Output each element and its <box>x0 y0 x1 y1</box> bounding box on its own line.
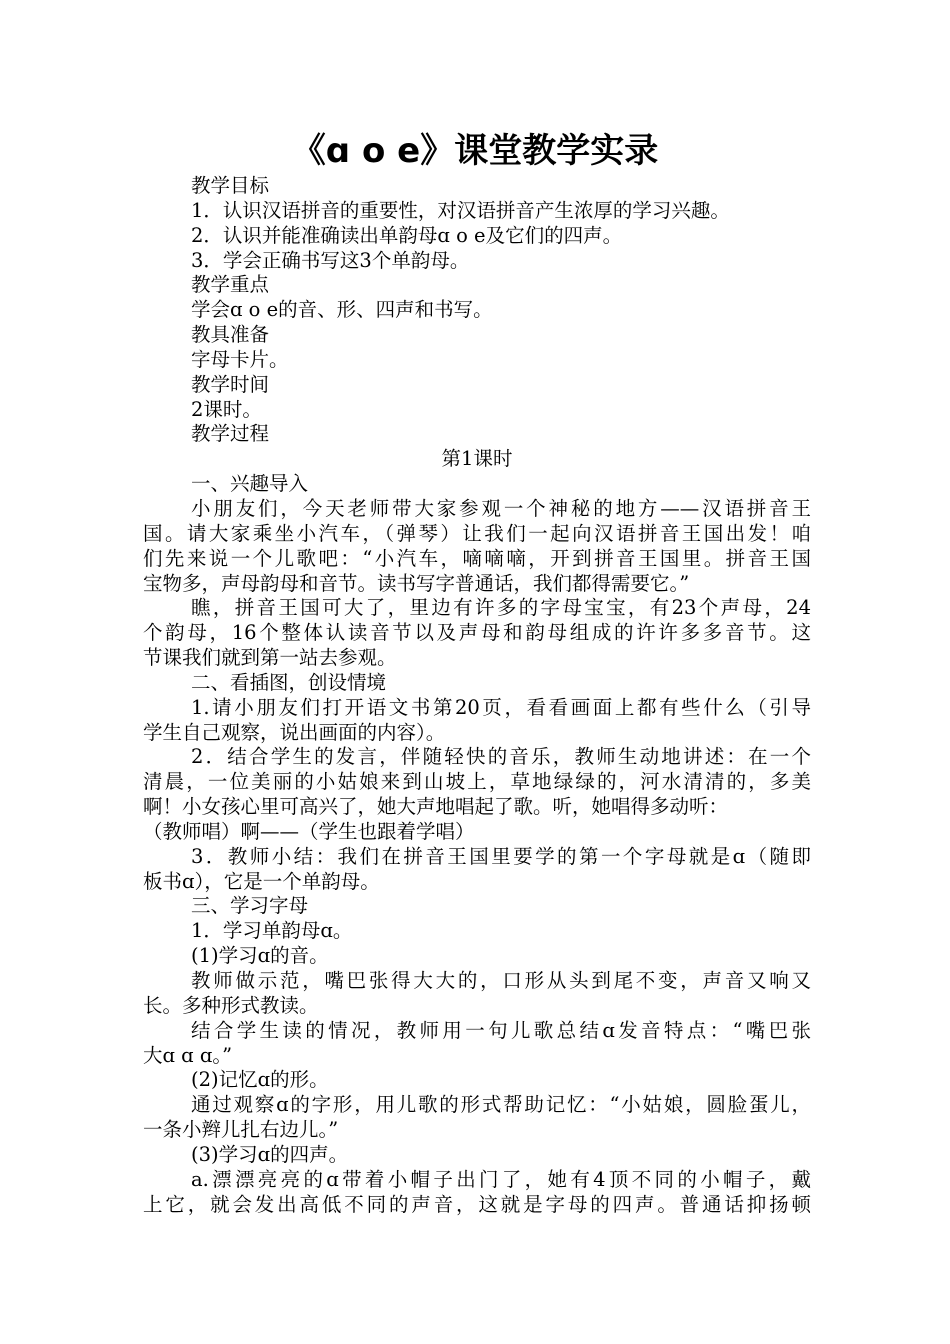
paragraph-line: 一条小辫儿扎右边儿。” <box>143 1118 339 1142</box>
paragraph-line: 1.请小朋友们打开语文书第20页，看看画面上都有些什么（引导 <box>191 695 811 719</box>
paragraph-line: 节课我们就到第一站去参观。 <box>143 646 397 670</box>
paragraph-line: （教师唱）啊——（学生也跟着学唱） <box>143 819 475 843</box>
paragraph-line: 啊！小女孩心里可高兴了，她大声地唱起了歌。听，她唱得多动听： <box>143 795 729 819</box>
paragraph-line: 学生自己观察，说出画面的内容）。 <box>143 720 446 744</box>
heading-key-points: 教学重点 <box>191 273 270 297</box>
paragraph-line: 们先来说一个儿歌吧：“小汽车，嘀嘀嘀，开到拼音王国里。拼音王国 <box>143 546 811 570</box>
paragraph-line: 瞧，拼音王国可大了，里边有许多的字母宝宝，有23个声母，24 <box>191 596 811 620</box>
paragraph-line: 宝物多，声母韵母和音节。读书写字普通话，我们都得需要它。” <box>143 571 690 595</box>
section-heading-3: 三、学习字母 <box>191 894 309 918</box>
paragraph-line: 3．教师小结：我们在拼音王国里要学的第一个字母就是ɑ（随即 <box>191 844 811 868</box>
paragraph-line: 清晨，一位美丽的小姑娘来到山坡上，草地绿绿的，河水清清的，多美 <box>143 770 811 794</box>
goal-item-1: 1．认识汉语拼音的重要性，对汉语拼音产生浓厚的学习兴趣。 <box>191 198 730 222</box>
document-title: 《ɑ o e》课堂教学实录 <box>291 131 659 171</box>
paragraph-line: 结合学生读的情况，教师用一句儿歌总结ɑ发音特点：“嘴巴张 <box>191 1018 811 1042</box>
heading-teaching-process: 教学过程 <box>191 422 270 446</box>
subsection-heading: (2)记忆ɑ的形。 <box>191 1068 329 1092</box>
document-body <box>143 174 811 1217</box>
paragraph-line: 长。多种形式教读。 <box>143 993 319 1017</box>
paragraph-line: 板书ɑ），它是一个单韵母。 <box>143 869 380 893</box>
paragraph-line: 个韵母，16个整体认读音节以及声母和韵母组成的许许多多音节。这 <box>143 621 811 645</box>
paragraph-line: 小朋友们，今天老师带大家参观一个神秘的地方——汉语拼音王 <box>191 496 811 520</box>
heading-teaching-goals: 教学目标 <box>191 174 270 197</box>
paragraph-line: 教师做示范，嘴巴张得大大的，口形从头到尾不变，声音又响又 <box>191 969 811 992</box>
teaching-time-text: 2课时。 <box>191 397 262 421</box>
paragraph-line: a.漂漂亮亮的ɑ带着小帽子出门了，她有4顶不同的小帽子，戴 <box>191 1167 811 1191</box>
heading-teaching-time: 教学时间 <box>191 372 270 396</box>
heading-materials: 教具准备 <box>191 323 270 347</box>
lesson-1-heading: 第1课时 <box>441 447 513 471</box>
paragraph-line: 通过观察ɑ的字形，用儿歌的形式帮助记忆：“小姑娘，圆脸蛋儿， <box>191 1093 811 1117</box>
paragraph-line: 2．结合学生的发言，伴随轻快的音乐，教师生动地讲述：在一个 <box>191 745 811 769</box>
materials-text: 字母卡片。 <box>191 347 289 371</box>
subsection-heading: 1．学习单韵母ɑ。 <box>191 919 353 943</box>
goal-item-2: 2．认识并能准确读出单韵母ɑ o e及它们的四声。 <box>191 223 623 247</box>
section-heading-2: 二、看插图，创设情境 <box>191 670 387 694</box>
paragraph-line: 国。请大家乘坐小汽车，（弹琴）让我们一起向汉语拼音王国出发！咱 <box>143 521 811 545</box>
subsection-heading: (3)学习ɑ的四声。 <box>191 1142 349 1166</box>
subsection-heading: (1)学习ɑ的音。 <box>191 944 329 968</box>
paragraph-line: 大ɑ ɑ ɑ。” <box>143 1043 233 1067</box>
goal-item-3: 3．学会正确书写这3个单韵母。 <box>191 248 470 272</box>
section-heading-1: 一、兴趣导入 <box>191 472 309 496</box>
key-points-text: 学会ɑ o e的音、形、四声和书写。 <box>191 298 493 322</box>
paragraph-line: 上它，就会发出高低不同的声音，这就是字母的四声。普通话抑扬顿 <box>143 1192 811 1216</box>
